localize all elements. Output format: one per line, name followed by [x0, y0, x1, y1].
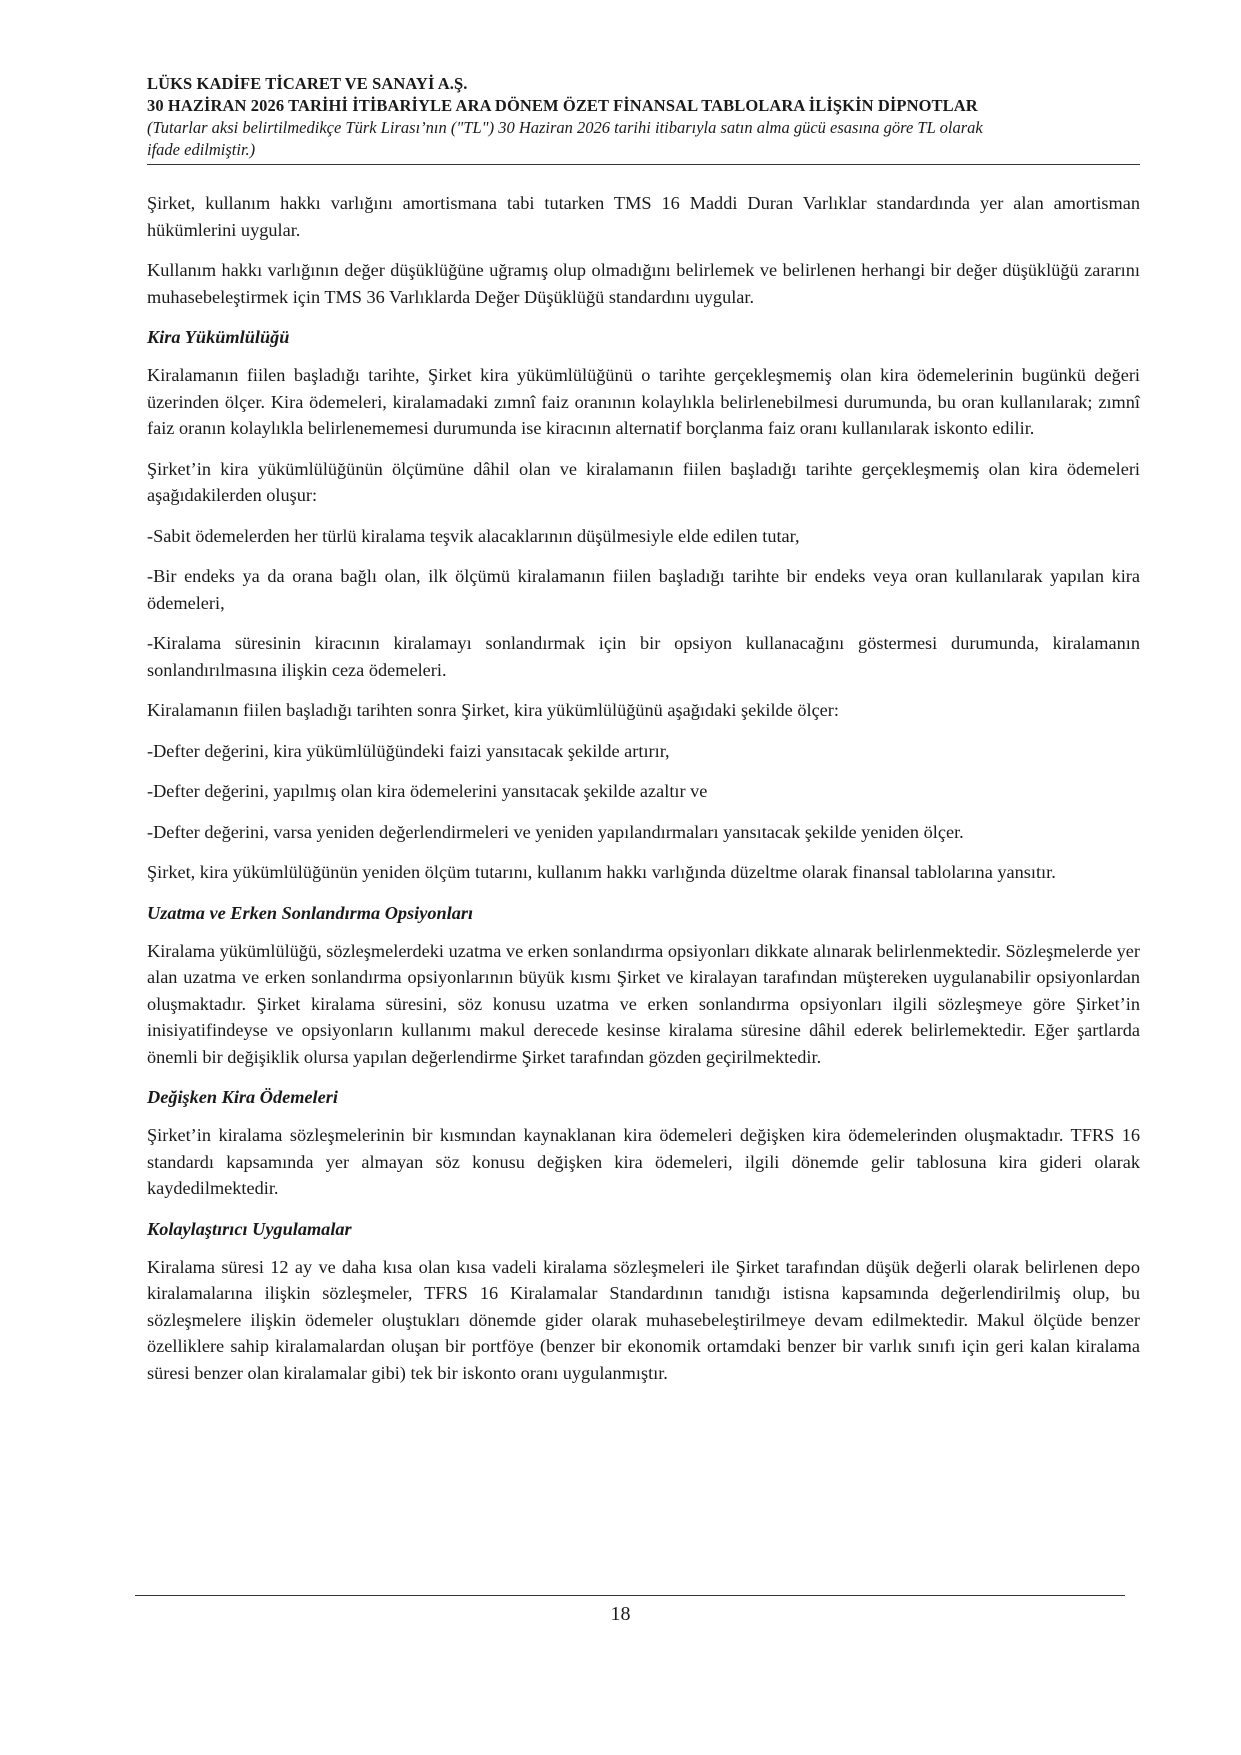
paragraph-amortization: Şirket, kullanım hakkı varlığını amortismana tabi tutarken TMS 16 Maddi Duran Varlıklar standardında yer alan amortisman hükümlerini uygular.	[147, 193, 1140, 240]
company-name: LÜKS KADİFE TİCARET VE SANAYİ A.Ş.	[147, 74, 468, 93]
currency-note-line-2: ifade edilmiştir.)	[147, 140, 256, 159]
paragraph-lease-liability-measurement: Kiralamanın fiilen başladığı tarihte, Şirket kira yükümlülüğünü o tarihte gerçekleşmemiş olan kira ödemelerinin bugünkü değeri üzerinden ölçer. Kira ödemeleri, kiralamadaki zımnî faiz oranının kolaylıkla belirlenebilmesi durumunda, bu oran kullanılarak; zımnî faiz oranın kolaylıkla belirlenememesi durumunda ise kiracının alternatif borçlanma faiz oranı kullanılarak iskonto edilir.	[147, 365, 1140, 438]
footer-divider	[135, 1595, 1125, 1596]
list-item-increase-carrying-amount: -Defter değerini, kira yükümlülüğündeki faizi yansıtacak şekilde artırır,	[147, 740, 670, 761]
page-header	[147, 73, 1140, 161]
paragraph-remeasurement-adjustment: Şirket, kira yükümlülüğünün yeniden ölçüm tutarını, kullanım hakkı varlığında düzeltme olarak finansal tablolarına yansıtır.	[147, 862, 1056, 882]
heading-lease-liability: Kira Yükümlülüğü	[147, 327, 290, 347]
list-item-fixed-payments: -Sabit ödemelerden her türlü kiralama teşvik alacaklarının düşülmesiyle elde edilen tutar,	[147, 525, 800, 546]
page-number: 18	[610, 1603, 631, 1625]
list-item-remeasure-carrying-amount: -Defter değerini, varsa yeniden değerlendirmeleri ve yeniden yapılandırmaları yansıtacak şekilde yeniden ölçer.	[147, 821, 964, 842]
list-item-reduce-carrying-amount: -Defter değerini, yapılmış olan kira ödemelerini yansıtacak şekilde azaltır ve	[147, 781, 708, 801]
list-item-index-payments: -Bir endeks ya da orana bağlı olan, ilk ölçümü kiralamanın fiilen başladığı tarihte bir endeks veya oran kullanılarak yapılan kira ödemeleri,	[147, 566, 1140, 613]
paragraph-extension-termination-options: Kiralama yükümlülüğü, sözleşmelerdeki uzatma ve erken sonlandırma opsiyonları dikkate alınarak belirlenmektedir. Sözleşmelerde yer alan uzatma ve erken sonlandırma opsiyonlarının büyük kısmı Şirket ve kiralayan tarafından müştereken uygulanabilir opsiyonlardan oluşmaktadır. Şirket kiralama süresini, söz konusu uzatma ve erken sonlandırma opsiyonları ilgili sözleşmeye göre Şirket’in inisiyatifindeyse ve opsiyonların kullanımı makul derecede kesinse kiralama süresine dâhil ederek belirlemektedir. Eğer şartlarda önemli bir değişiklik olursa yapılan değerlendirme Şirket tarafından gözden geçirilmektedir.	[147, 940, 1140, 1067]
heading-variable-lease-payments: Değişken Kira Ödemeleri	[147, 1087, 338, 1107]
paragraph-variable-lease-payments: Şirket’in kiralama sözleşmelerinin bir kısmından kaynaklanan kira ödemeleri değişken kira ödemelerinden oluşmaktadır. TFRS 16 standardı kapsamında yer almayan söz konusu değişken kira ödemeleri, ilgili dönemde gelir tablosuna kira gideri olarak kaydedilmektedir.	[147, 1125, 1140, 1198]
heading-practical-expedients: Kolaylaştırıcı Uygulamalar	[147, 1218, 352, 1239]
page-body	[147, 190, 1140, 1400]
paragraph-lease-payments-intro: Şirket’in kira yükümlülüğünün ölçümüne dâhil olan ve kiralamanın fiilen başladığı tarihte gerçekleşmemiş olan kira ödemeleri aşağıdakilerden oluşur:	[147, 458, 1140, 505]
header-divider	[147, 164, 1140, 165]
paragraph-impairment: Kullanım hakkı varlığının değer düşüklüğüne uğramış olup olmadığını belirlemek ve belirlenen herhangi bir değer düşüklüğü zararını muhasebeleştirmek için TMS 36 Varlıklarda Değer Düşüklüğü standardını uygular.	[147, 260, 1140, 307]
paragraph-subsequent-measurement: Kiralamanın fiilen başladığı tarihten sonra Şirket, kira yükümlülüğünü aşağıdaki şekilde ölçer:	[147, 700, 839, 720]
document-title: 30 HAZİRAN 2026 TARİHİ İTİBARİYLE ARA DÖNEM ÖZET FİNANSAL TABLOLARA İLİŞKİN DİPNOTLAR	[147, 96, 978, 115]
list-item-termination-penalties: -Kiralama süresinin kiracının kiralamayı sonlandırmak için bir opsiyon kullanacağını göstermesi durumunda, kiralamanın sonlandırılmasına ilişkin ceza ödemeleri.	[147, 633, 1140, 680]
currency-note-line-1: (Tutarlar aksi belirtilmedikçe Türk Lirası’nın ("TL") 30 Haziran 2026 tarihi itibarıyla satın alma gücü esasına göre TL olarak	[147, 118, 983, 137]
paragraph-practical-expedients: Kiralama süresi 12 ay ve daha kısa olan kısa vadeli kiralama sözleşmeleri ile Şirket tarafından düşük değerli olarak belirlenen depo kiralamalarına ilişkin sözleşmeler, TFRS 16 Kiralamalar Standardının tanıdığı istisna kapsamında değerlendirilmiş olup, bu sözleşmelere ilişkin ödemeler oluştukları dönemde gider olarak muhasebeleştirilmeye devam edilmektedir. Makul ölçüde benzer özelliklere sahip kiralamalardan oluşan bir portföye (benzer bir ekonomik ortamdaki benzer bir varlık sınıfı için geri kalan kiralama süresi benzer olan kiralamalar gibi) tek bir iskonto oranı uygulanmıştır.	[147, 1256, 1140, 1383]
heading-extension-termination-options: Uzatma ve Erken Sonlandırma Opsiyonları	[147, 902, 474, 923]
